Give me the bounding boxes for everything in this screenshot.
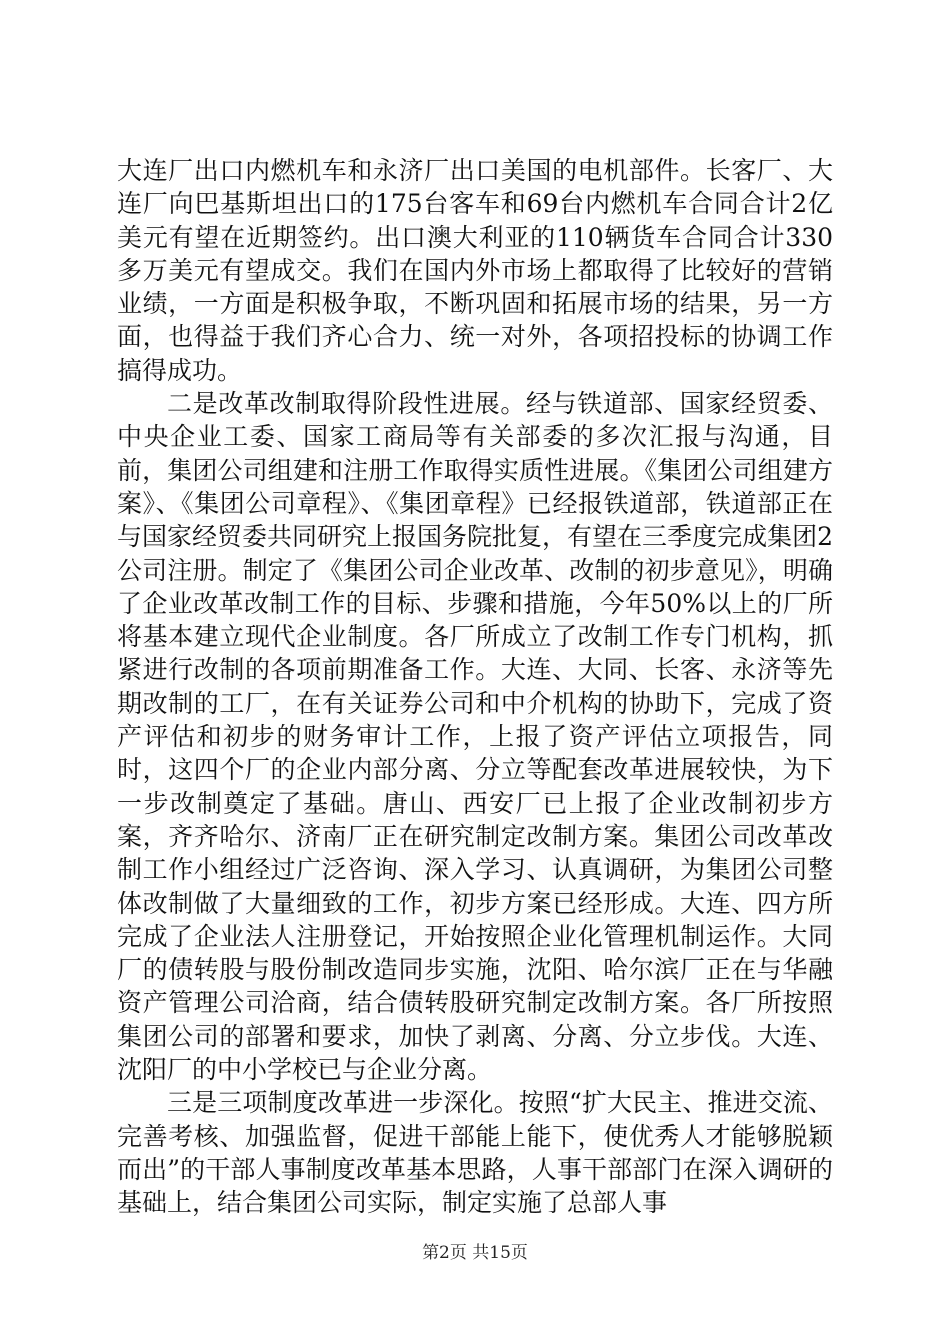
paragraph-2: 二是改革改制取得阶段性进展。经与铁道部、国家经贸委、中央企业工委、国家工商局等有关部委的多次汇报与沟通，目前，集团公司组建和注册工作取得实质性进展。《集团公司组建方案》、《集团公司章程》、《集团章程》已经报铁道部，铁道部正在与国家经贸委共同研究上报国务院批复，有望在三季度完成集团2公司注册。制定了《集团公司企业改革、改制的初步意见》，明确了企业改革改制工作的目标、步骤和措施，今年50%以上的厂所将基本建立现代企业制度。各厂所成立了改制工作专门机构，抓紧进行改制的各项前期准备工作。大连、大同、长客、永济等先期改制的工厂，在有关证券公司和中介机构的协助下，完成了资产评估和初步的财务审计工作，上报了资产评估立项报告，同时，这四个厂的企业内部分离、分立等配套改革进展较快，为下一步改制奠定了基础。唐山、西安厂已上报了企业改制初步方案，齐齐哈尔、济南厂正在研究制定改制方案。集团公司改革改制工作小组经过广泛咨询、深入学习、认真调研，为集团公司整体改制做了大量细致的工作，初步方案已经形成。大连、四方所完成了企业法人注册登记，开始按照企业化管理机制运作。大同厂的债转股与股份制改造同步实施，沈阳、哈尔滨厂正在与华融资产管理公司洽商，结合债转股研究制定改制方案。各厂所按照集团公司的部署和要求，加快了剥离、分离、分立步伐。大连、沈阳厂的中小学校已与企业分离。 [117,389,833,1085]
paragraph-1: 大连厂出口内燃机车和永济厂出口美国的电机部件。长客厂、大连厂向巴基斯坦出口的175台客车和69台内燃机车合同合计2亿美元有望在近期签约。出口澳大利亚的110辆货车合同合计330多万美元有望成交。我们在国内外市场上都取得了比较好的营销业绩，一方面是积极争取，不断巩固和拓展市场的结果，另一方面，也得益于我们齐心合力、统一对外，各项招投标的协调工作搞得成功。 [117,156,833,385]
page-number-footer: 第2页 共15页 [422,1243,528,1263]
paragraph-3: 三是三项制度改革进一步深化。按照“扩大民主、推进交流、完善考核、加强监督，促进干部能上能下，使优秀人才能够脱颖而出”的干部人事制度改革基本思路，人事干部部门在深入调研的基础上，结合集团公司实际，制定实施了总部人事 [117,1088,833,1218]
document-body [117,154,833,1220]
